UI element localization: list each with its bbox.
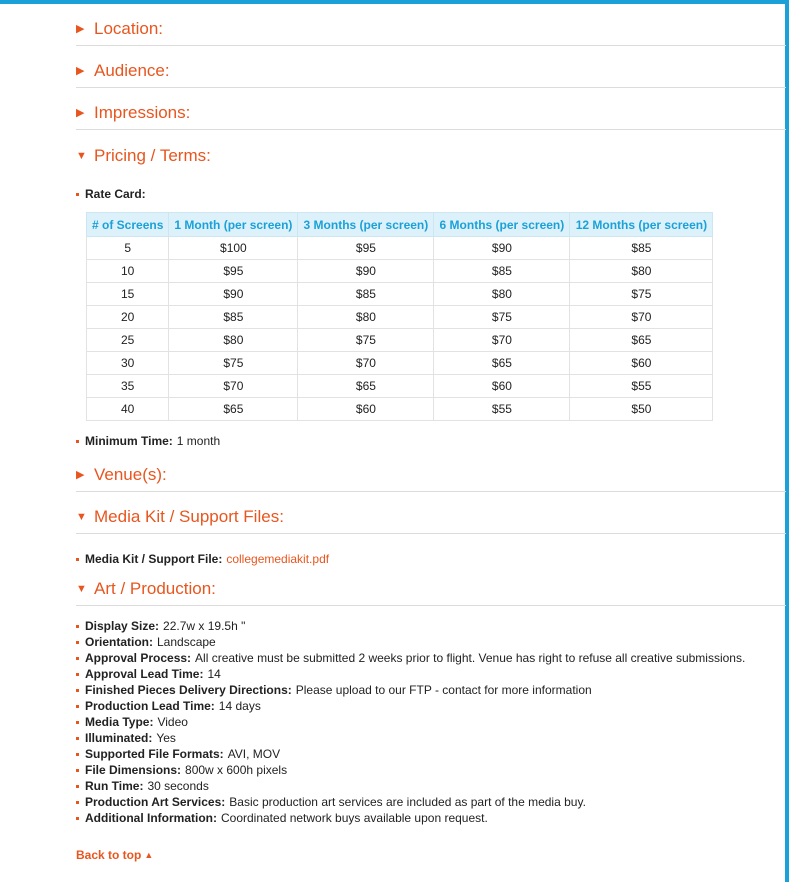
table-cell: $60 <box>570 352 713 375</box>
square-bullet-icon <box>76 689 79 692</box>
item-value: Video <box>157 715 188 729</box>
item-value: Please upload to our FTP - contact for more information <box>295 683 592 697</box>
list-item <box>76 794 745 810</box>
triangle-down-icon: ▼ <box>76 150 87 162</box>
media-kit-file-link[interactable]: collegemediakit.pdf <box>226 552 330 566</box>
item-label: Approval Process: <box>85 651 192 665</box>
item-value: 14 <box>207 667 221 681</box>
triangle-right-icon: ▶ <box>76 107 85 119</box>
list-item <box>76 698 745 714</box>
section-impressions-toggle[interactable] <box>76 103 190 123</box>
item-value: 14 days <box>218 699 261 713</box>
table-cell: $70 <box>298 352 434 375</box>
table-row <box>87 306 713 329</box>
item-value: Landscape <box>157 635 216 649</box>
list-item <box>76 762 745 778</box>
section-impressions <box>76 88 786 130</box>
table-row <box>87 352 713 375</box>
square-bullet-icon <box>76 753 79 756</box>
triangle-down-icon: ▼ <box>76 511 87 523</box>
minimum-time-label: Minimum Time: <box>85 434 173 448</box>
square-bullet-icon <box>76 705 79 708</box>
section-audience-toggle[interactable] <box>76 61 170 81</box>
item-label: File Dimensions: <box>85 763 182 777</box>
item-value: Basic production art services are included as part of the media buy. <box>229 795 586 809</box>
square-bullet-icon <box>76 558 79 561</box>
section-title: Location: <box>94 19 163 38</box>
section-venues-toggle[interactable] <box>76 465 167 485</box>
table-cell: $75 <box>570 283 713 306</box>
item-label: Finished Pieces Delivery Directions: <box>85 683 292 697</box>
item-value: 800w x 600h pixels <box>185 763 288 777</box>
item-value: AVI, MOV <box>227 747 281 761</box>
table-cell: $85 <box>169 306 298 329</box>
table-cell: $55 <box>434 398 570 421</box>
table-row <box>87 375 713 398</box>
table-cell: $60 <box>434 375 570 398</box>
table-cell: $90 <box>169 283 298 306</box>
minimum-time-value: 1 month <box>176 434 221 448</box>
list-item <box>76 666 745 682</box>
item-label: Production Lead Time: <box>85 699 215 713</box>
table-row <box>87 260 713 283</box>
table-cell: $55 <box>570 375 713 398</box>
list-item <box>76 634 745 650</box>
table-cell: 35 <box>87 375 169 398</box>
rate-card-block <box>76 186 786 416</box>
triangle-right-icon: ▶ <box>76 65 85 77</box>
item-label: Additional Information: <box>85 811 217 825</box>
item-label: Run Time: <box>85 779 144 793</box>
list-item <box>76 682 745 698</box>
square-bullet-icon <box>76 625 79 628</box>
table-header-cell: 6 Months (per screen) <box>434 213 570 237</box>
item-label: Display Size: <box>85 619 160 633</box>
table-cell: $100 <box>169 237 298 260</box>
rate-card-table <box>86 212 713 421</box>
square-bullet-icon <box>76 737 79 740</box>
table-cell: $60 <box>298 398 434 421</box>
section-title: Media Kit / Support Files: <box>94 507 284 526</box>
square-bullet-icon <box>76 785 79 788</box>
list-item <box>76 810 745 826</box>
table-cell: $80 <box>570 260 713 283</box>
table-cell: $70 <box>434 329 570 352</box>
square-bullet-icon <box>76 657 79 660</box>
section-audience <box>76 46 786 88</box>
table-cell: $85 <box>434 260 570 283</box>
section-title: Art / Production: <box>94 579 216 598</box>
table-cell: $65 <box>169 398 298 421</box>
media-kit-label: Media Kit / Support File: <box>85 552 223 566</box>
section-title: Venue(s): <box>94 465 167 484</box>
item-value: Coordinated network buys available upon request. <box>220 811 488 825</box>
item-label: Production Art Services: <box>85 795 226 809</box>
table-cell: $65 <box>298 375 434 398</box>
content-area <box>76 0 786 862</box>
rate-card-label-line <box>76 186 786 202</box>
table-cell: $65 <box>570 329 713 352</box>
section-media-kit <box>76 492 786 534</box>
item-label: Media Type: <box>85 715 154 729</box>
section-pricing-toggle[interactable] <box>76 146 211 166</box>
table-header-cell: # of Screens <box>87 213 169 237</box>
table-header-cell: 12 Months (per screen) <box>570 213 713 237</box>
square-bullet-icon <box>76 817 79 820</box>
list-item <box>76 730 745 746</box>
square-bullet-icon <box>76 801 79 804</box>
table-cell: $95 <box>298 237 434 260</box>
table-cell: 25 <box>87 329 169 352</box>
table-cell: $80 <box>298 306 434 329</box>
square-bullet-icon <box>76 641 79 644</box>
table-cell: $75 <box>298 329 434 352</box>
art-production-list <box>76 618 745 826</box>
item-label: Approval Lead Time: <box>85 667 204 681</box>
table-cell: 15 <box>87 283 169 306</box>
table-cell: $90 <box>434 237 570 260</box>
list-item <box>76 714 745 730</box>
table-cell: $75 <box>434 306 570 329</box>
section-media-kit-toggle[interactable] <box>76 507 284 527</box>
section-title: Pricing / Terms: <box>94 146 211 165</box>
table-row <box>87 237 713 260</box>
table-cell: $85 <box>570 237 713 260</box>
section-location <box>76 0 786 46</box>
table-cell: 30 <box>87 352 169 375</box>
table-header-cell: 1 Month (per screen) <box>169 213 298 237</box>
square-bullet-icon <box>76 721 79 724</box>
item-value: 22.7w x 19.5h " <box>163 619 246 633</box>
triangle-up-icon: ▲ <box>144 850 154 860</box>
list-item <box>76 746 745 762</box>
section-art-production-toggle[interactable] <box>76 579 216 599</box>
section-title: Impressions: <box>94 103 191 122</box>
rate-card-label: Rate Card: <box>85 187 146 201</box>
table-cell: 5 <box>87 237 169 260</box>
section-venues <box>76 450 786 492</box>
list-item <box>76 778 745 794</box>
square-bullet-icon <box>76 193 79 196</box>
table-cell: $65 <box>434 352 570 375</box>
table-cell: 20 <box>87 306 169 329</box>
back-to-top-label: Back to top <box>76 848 142 862</box>
list-item <box>76 650 745 666</box>
item-value: All creative must be submitted 2 weeks prior to flight. Venue has right to refuse all creative submissions. <box>195 651 746 665</box>
item-label: Illuminated: <box>85 731 153 745</box>
minimum-time-line <box>76 433 220 449</box>
item-value: Yes <box>156 731 176 745</box>
table-cell: $80 <box>434 283 570 306</box>
square-bullet-icon <box>76 769 79 772</box>
triangle-down-icon: ▼ <box>76 583 87 595</box>
table-cell: $70 <box>570 306 713 329</box>
item-value: 30 seconds <box>147 779 209 793</box>
table-row <box>87 329 713 352</box>
table-cell: $95 <box>169 260 298 283</box>
table-cell: $85 <box>298 283 434 306</box>
table-row <box>87 283 713 306</box>
table-header-cell: 3 Months (per screen) <box>298 213 434 237</box>
table-cell: $70 <box>169 375 298 398</box>
square-bullet-icon <box>76 673 79 676</box>
section-pricing <box>76 130 786 172</box>
triangle-right-icon: ▶ <box>76 469 85 481</box>
back-to-top-link[interactable] <box>76 848 153 862</box>
table-header-row <box>87 213 713 237</box>
table-cell: $90 <box>298 260 434 283</box>
triangle-right-icon: ▶ <box>76 23 85 35</box>
table-row <box>87 398 713 421</box>
table-cell: $80 <box>169 329 298 352</box>
section-art-production <box>76 564 786 606</box>
section-title: Audience: <box>94 61 170 80</box>
table-cell: 10 <box>87 260 169 283</box>
section-location-toggle[interactable] <box>76 19 163 39</box>
square-bullet-icon <box>76 440 79 443</box>
table-cell: $50 <box>570 398 713 421</box>
item-label: Supported File Formats: <box>85 747 224 761</box>
table-cell: 40 <box>87 398 169 421</box>
table-cell: $75 <box>169 352 298 375</box>
list-item <box>76 618 745 634</box>
item-label: Orientation: <box>85 635 153 649</box>
